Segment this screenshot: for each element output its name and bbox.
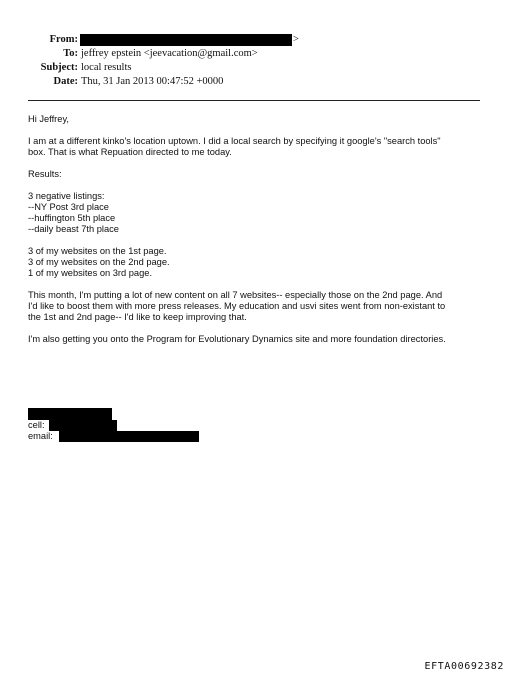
paragraph-1-line-1: I am at a different kinko's location uptown. I did a local search by specifying it google's "search tools" [28, 136, 441, 146]
paragraph-3-line-2: I'd like to boost them with more press releases. My education and usvi sites went from non-existant to [28, 301, 446, 311]
paragraph-1-line-2: box. That is what Repuation directed to me today. [28, 147, 232, 157]
websites-line-3: 1 of my websites on 3rd page. [28, 268, 153, 278]
negative-listings-title: 3 negative listings: [28, 191, 105, 201]
signature-name-redaction [28, 408, 112, 420]
websites-line-1: 3 of my websites on the 1st page. [28, 246, 167, 256]
paragraph-3-line-3: the 1st and 2nd page-- I'd like to keep improving that. [28, 312, 247, 322]
subject-value: local results [81, 62, 132, 73]
to-value: jeffrey epstein <jeevacation@gmail.com> [81, 48, 258, 59]
to-label: To: [63, 48, 78, 59]
subject-label: Subject: [40, 62, 78, 73]
email-body [28, 114, 488, 345]
from-suffix: > [293, 34, 299, 45]
negative-listing-3: --daily beast 7th place [28, 224, 119, 234]
paragraph-3-line-1: This month, I'm putting a lot of new content on all 7 websites-- especially those on the 2nd page. And [28, 290, 443, 300]
cell-label: cell: [28, 420, 45, 430]
date-label: Date: [53, 76, 78, 87]
from-label: From: [49, 34, 78, 45]
negative-listing-2: --huffington 5th place [28, 213, 116, 223]
greeting: Hi Jeffrey, [28, 114, 69, 124]
negative-listing-1: --NY Post 3rd place [28, 202, 109, 212]
email-label: email: [28, 431, 53, 441]
paragraph-4-line-1: I'm also getting you onto the Program for Evolutionary Dynamics site and more foundation directories. [28, 334, 446, 344]
websites-line-2: 3 of my websites on the 2nd page. [28, 257, 170, 267]
subject-row [0, 61, 78, 75]
cell-redaction [49, 420, 117, 431]
date-row [0, 75, 78, 89]
header-divider [28, 100, 480, 101]
from-redaction [80, 34, 292, 46]
to-row [0, 47, 78, 61]
email-redaction [59, 431, 199, 442]
date-value: Thu, 31 Jan 2013 00:47:52 +0000 [81, 76, 224, 87]
results-label: Results: [28, 169, 62, 179]
from-row [0, 33, 78, 47]
bates-number: EFTA00692382 [424, 661, 504, 672]
